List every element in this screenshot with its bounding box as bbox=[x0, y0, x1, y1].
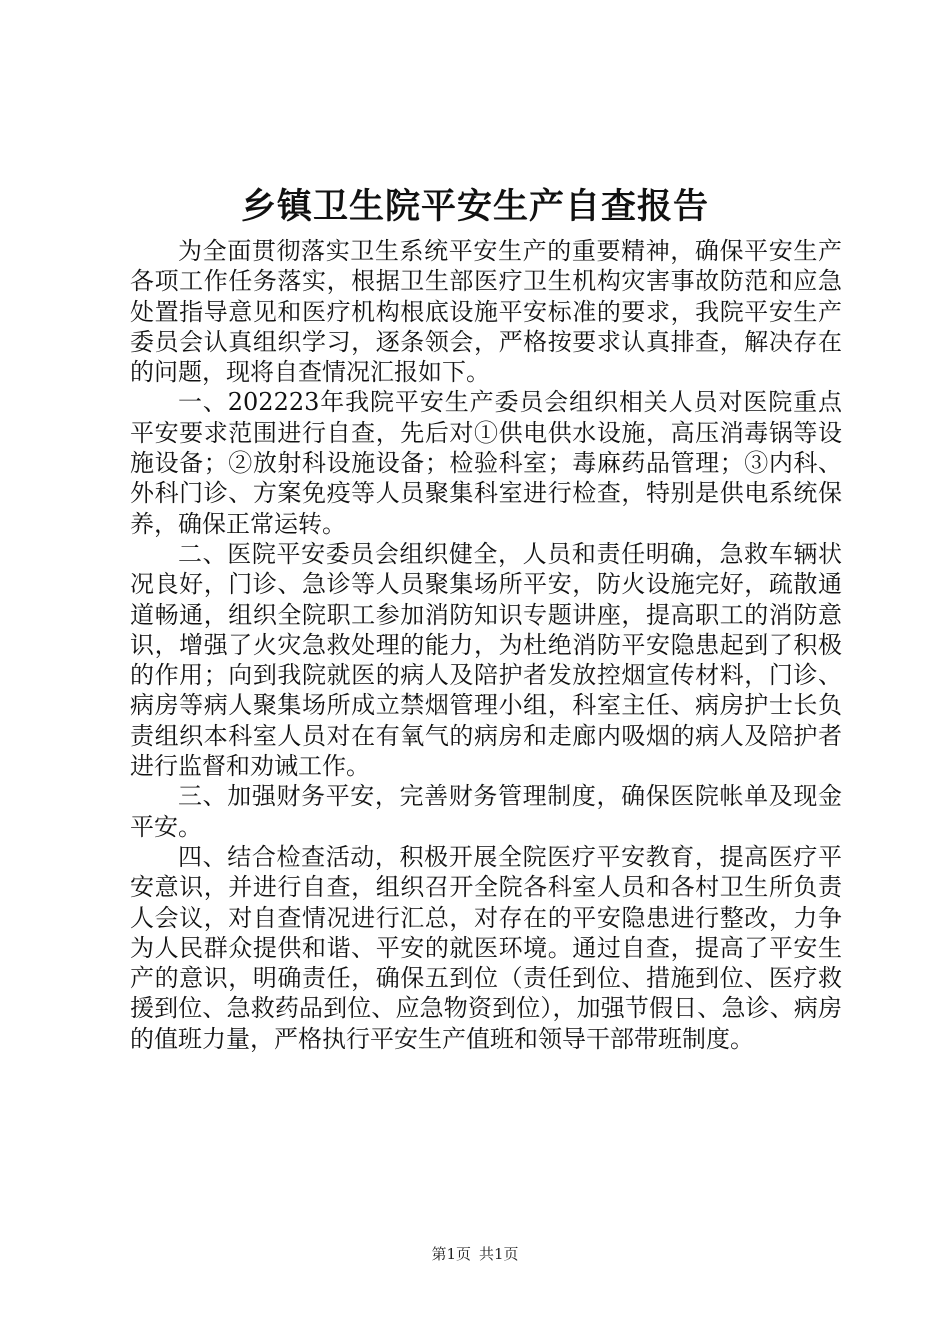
document-body bbox=[130, 236, 842, 1054]
paragraph-intro: 为全面贯彻落实卫生系统平安生产的重要精神，确保平安生产各项工作任务落实，根据卫生部医疗卫生机构灾害事故防范和应急处置指导意见和医疗机构根底设施平安标准的要求，我院平安生产委员会认真组织学习，逐条领会，严格按要求认真排查，解决存在的问题，现将自查情况汇报如下。 bbox=[130, 237, 842, 387]
paragraph-section-3: 三、加强财务平安，完善财务管理制度，确保医院帐单及现金平安。 bbox=[130, 782, 842, 841]
document-title: 乡镇卫生院平安生产自查报告 bbox=[240, 187, 709, 227]
page-total: 共1页 bbox=[479, 1245, 519, 1263]
paragraph-section-4: 四、结合检查活动，积极开展全院医疗平安教育，提高医疗平安意识，并进行自查，组织召开全院各科室人员和各村卫生所负责人会议，对自查情况进行汇总，对存在的平安隐患进行整改，力争为人民群众提供和谐、平安的就医环境。通过自查，提高了平安生产的意识，明确责任，确保五到位（责任到位、措施到位、医疗救援到位、急救药品到位、应急物资到位），加强节假日、急诊、病房的值班力量，严格执行平安生产值班和领导干部带班制度。 bbox=[130, 842, 842, 1053]
page-footer bbox=[0, 1244, 950, 1264]
page-number: 第1页 bbox=[431, 1245, 471, 1263]
paragraph-section-2: 二、医院平安委员会组织健全，人员和责任明确，急救车辆状况良好，门诊、急诊等人员聚集场所平安，防火设施完好，疏散通道畅通，组织全院职工参加消防知识专题讲座，提高职工的消防意识，增强了火灾急救处理的能力，为杜绝消防平安隐患起到了积极的作用；向到我院就医的病人及陪护者发放控烟宣传材料，门诊、病房等病人聚集场所成立禁烟管理小组，科室主任、病房护士长负责组织本科室人员对在有氧气的病房和走廊内吸烟的病人及陪护者进行监督和劝诫工作。 bbox=[130, 539, 842, 781]
paragraph-section-1: 一、202223年我院平安生产委员会组织相关人员对医院重点平安要求范围进行自查，先后对①供电供水设施，高压消毒锅等设施设备；②放射科设施设备；检验科室；毒麻药品管理；③内科、外科门诊、方案免疫等人员聚集科室进行检查，特别是供电系统保养，确保正常运转。 bbox=[130, 388, 842, 538]
